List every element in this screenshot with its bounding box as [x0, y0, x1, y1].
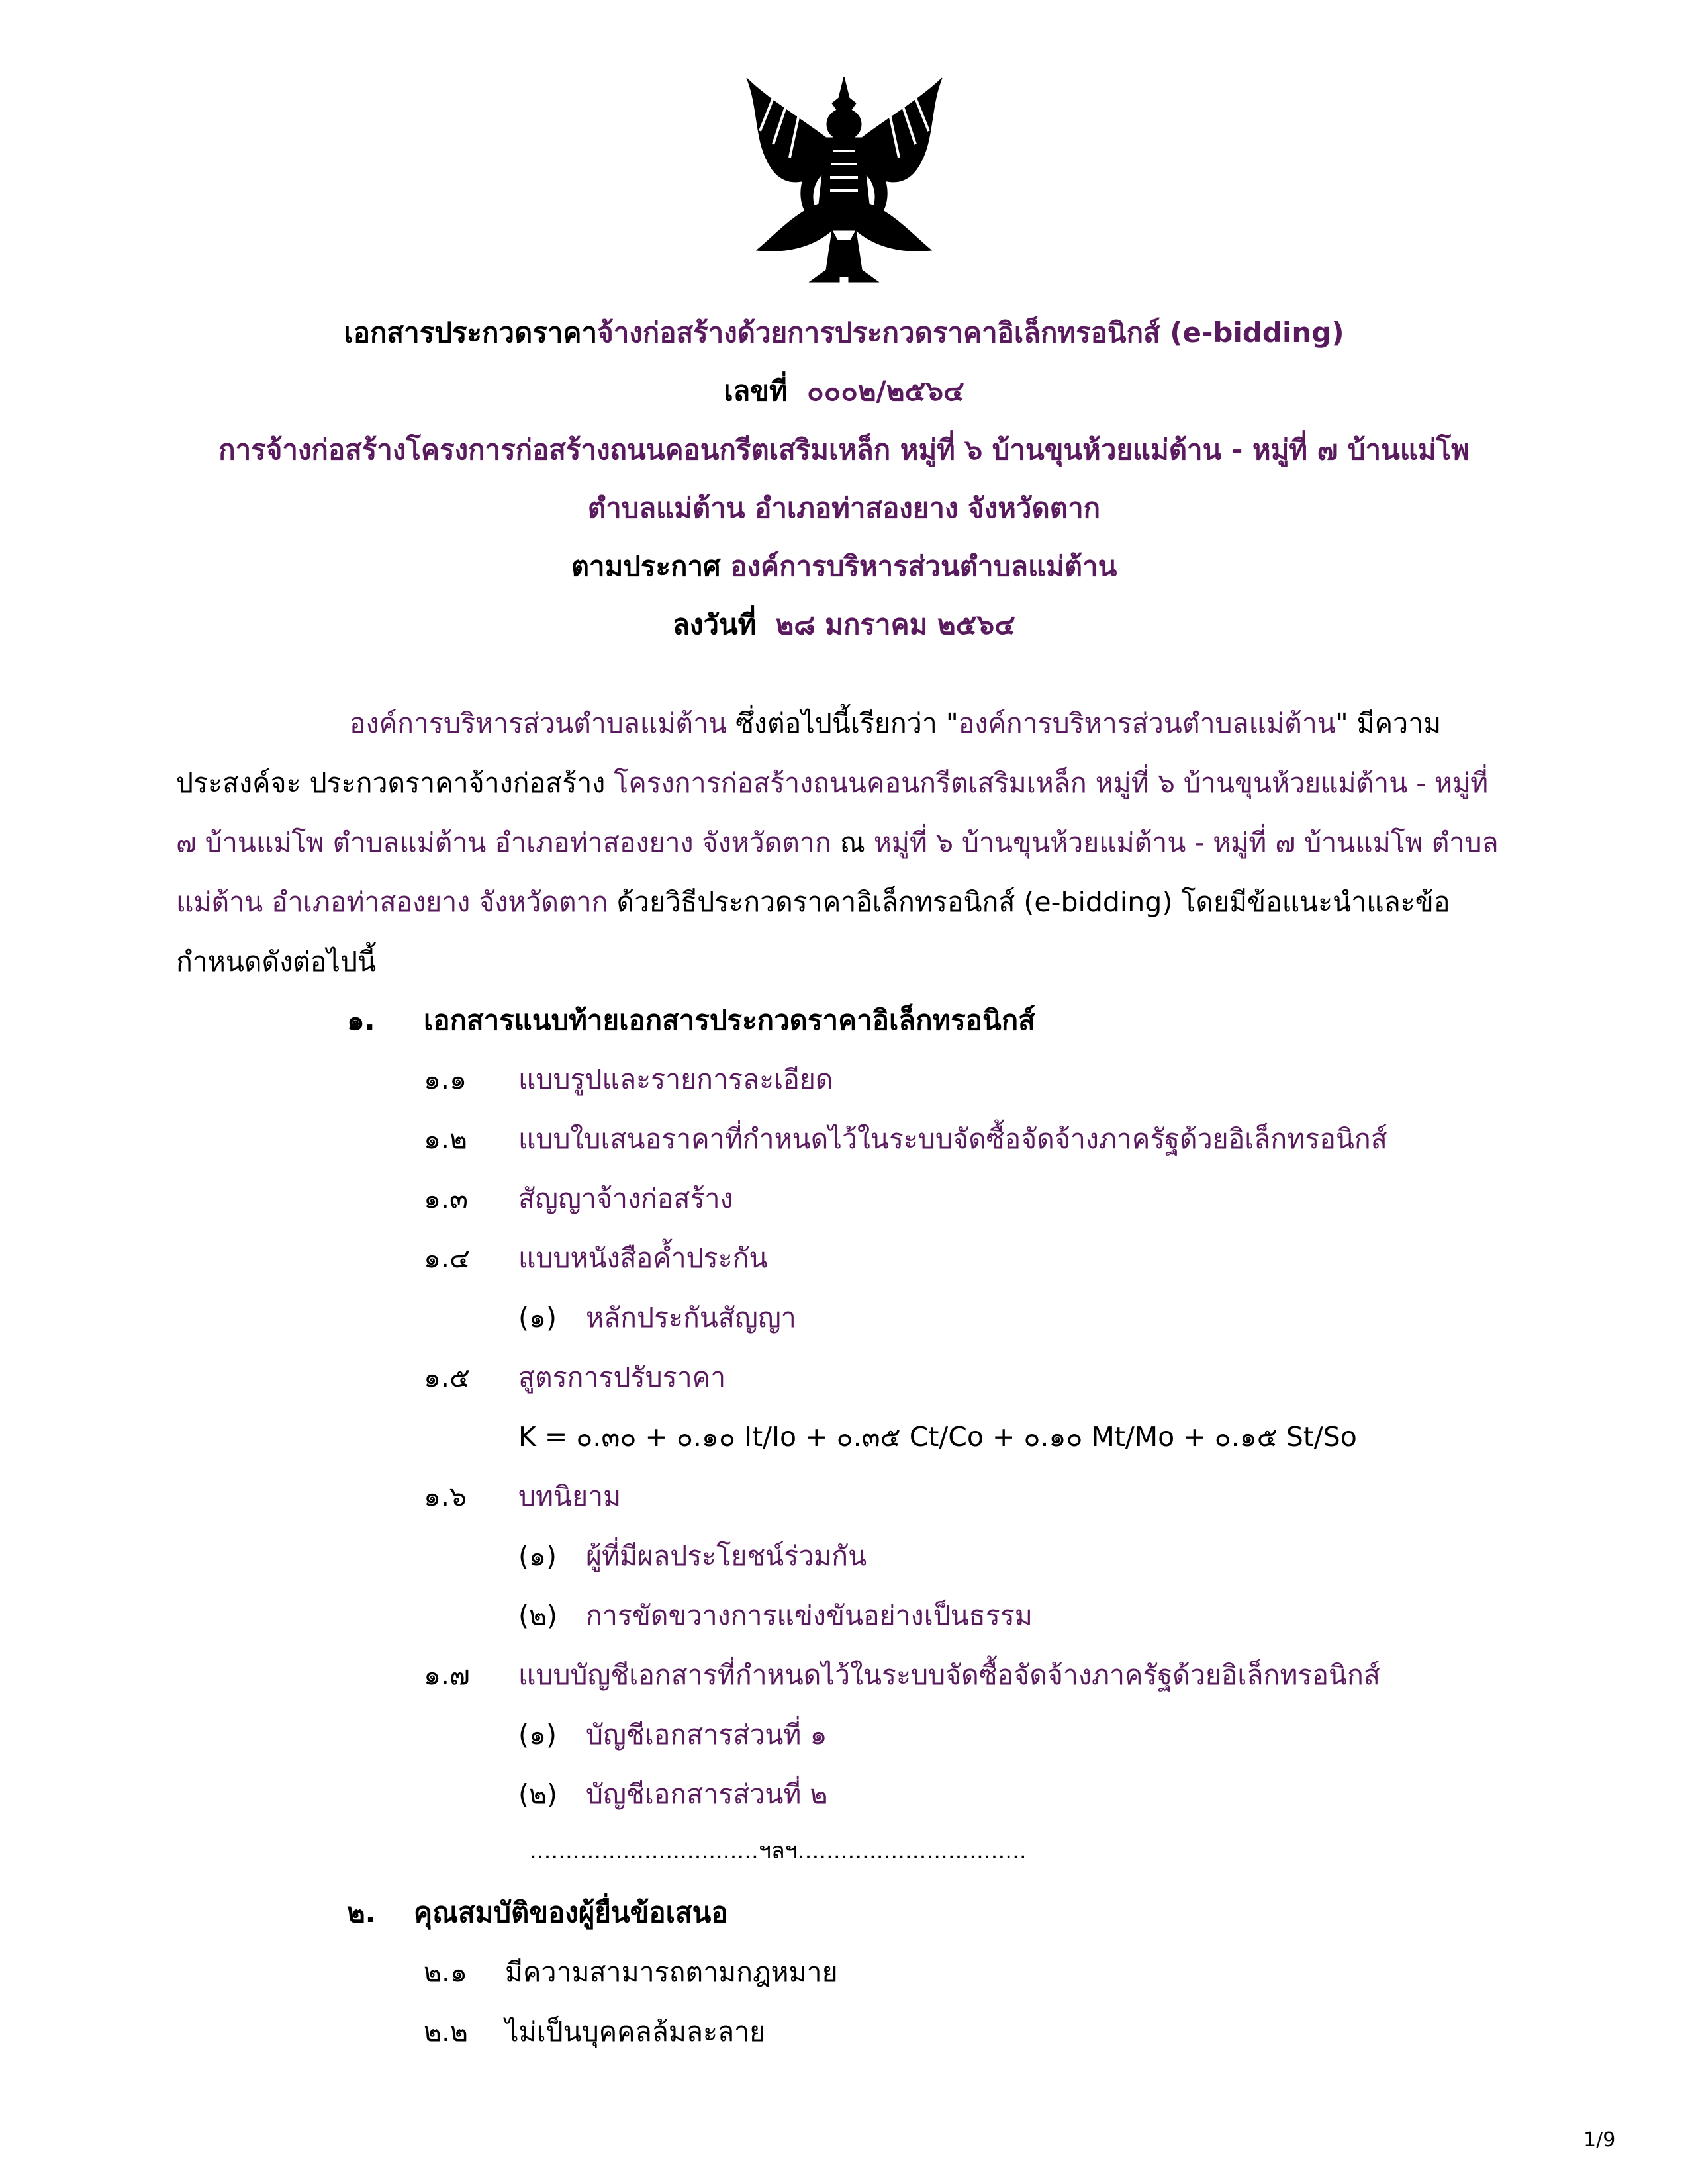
item-1-4-1-number: (๑): [518, 1302, 557, 1334]
item-1-7-number: ๑.๗: [424, 1659, 470, 1691]
item-1-7-text: แบบบัญชีเอกสารที่กำหนดไว้ในระบบจัดซื้อจัดจ้างภาครัฐด้วยอิเล็กทรอนิกส์: [518, 1659, 1380, 1691]
doc-number-line: [0, 371, 1688, 411]
intro-project-cont: ๗ บ้านแม่โพ ตำบลแม่ต้าน อำเภอท่าสองยาง จังหวัดตาก: [176, 827, 831, 858]
intro-text: ประสงค์จะ ประกวดราคาจ้างก่อสร้าง: [176, 767, 614, 799]
announcement-date: ๒๘ มกราคม ๒๕๖๔: [775, 608, 1015, 641]
intro-text: ณ: [831, 827, 874, 858]
intro-project: โครงการก่อสร้างถนนคอนกรีตเสริมเหล็ก หมู่ที่ ๖ บ้านขุนห้วยแม่ต้าน - หมู่ที่: [614, 767, 1489, 799]
item-1-3-number: ๑.๓: [424, 1183, 469, 1214]
title-contract-type: จ้างก่อสร้าง: [597, 316, 737, 349]
intro-agency: องค์การบริหารส่วนตำบลแม่ต้าน: [350, 707, 727, 739]
intro-line-5: กำหนดดังต่อไปนี้: [176, 946, 377, 978]
item-1-6-2-number: (๒): [518, 1600, 558, 1631]
item-1-5-number: ๑.๕: [424, 1361, 471, 1393]
intro-location: หมู่ที่ ๖ บ้านขุนห้วยแม่ต้าน - หมู่ที่ ๗ บ้านแม่โพ ตำบล: [873, 827, 1499, 858]
page-number: 1/9: [1583, 2128, 1616, 2152]
announcing-agency: องค์การบริหารส่วนตำบลแม่ต้าน: [730, 550, 1117, 582]
intro-line-3: [176, 823, 1499, 862]
item-1-4-text: แบบหนังสือค้ำประกัน: [518, 1242, 768, 1274]
section-2-title: คุณสมบัติของผู้ยื่นข้อเสนอ: [414, 1896, 728, 1929]
item-1-4-number: ๑.๔: [424, 1242, 471, 1274]
intro-line-1: [350, 704, 1441, 743]
item-1-6-text: บทนิยาม: [518, 1480, 622, 1512]
item-2-2-number: ๒.๒: [424, 2016, 469, 2048]
announcement-line: [0, 547, 1688, 586]
item-1-6-2-text: การขัดขวางการแข่งขันอย่างเป็นธรรม: [586, 1600, 1033, 1631]
doc-number: ๐๐๐๒/๒๕๖๔: [806, 375, 964, 407]
date-label: ลงวันที่: [673, 608, 757, 641]
item-1-7-1-number: (๑): [518, 1719, 557, 1751]
section-1-title: เอกสารแนบท้ายเอกสารประกวดราคาอิเล็กทรอนิกส์: [424, 1004, 1035, 1036]
price-adjust-formula: K = ๐.๓๐ + ๐.๑๐ It/Io + ๐.๓๕ Ct/Co + ๐.๑๐ Mt/Mo + ๐.๑๕ St/So: [518, 1421, 1357, 1453]
item-1-5-text: สูตรการปรับราคา: [518, 1361, 726, 1393]
project-title-line-1: การจ้างก่อสร้างโครงการก่อสร้างถนนคอนกรีตเสริมเหล็ก หมู่ที่ ๖ บ้านขุนห้วยแม่ต้าน - หมู่ที่ ๗ บ้านแม่โพ: [218, 433, 1470, 466]
intro-line-2: [176, 763, 1488, 803]
item-1-3-text: สัญญาจ้างก่อสร้าง: [518, 1183, 733, 1214]
item-2-2-text: ไม่เป็นบุคคลล้มละลาย: [505, 2016, 766, 2048]
project-title-line-2: ตำบลแม่ต้าน อำเภอท่าสองยาง จังหวัดตาก: [587, 492, 1101, 524]
title-method: ด้วยการประกวดราคาอิเล็กทรอนิกส์ (e-bidding): [737, 316, 1344, 349]
doc-number-label: เลขที่: [724, 375, 788, 407]
item-1-6-1-text: ผู้ที่มีผลประโยชน์ร่วมกัน: [586, 1540, 867, 1572]
item-1-4-1-text: หลักประกันสัญญา: [586, 1302, 796, 1334]
item-1-7-1-text: บัญชีเอกสารส่วนที่ ๑: [586, 1719, 827, 1751]
item-1-7-2-text: บัญชีเอกสารส่วนที่ ๒: [586, 1778, 828, 1810]
date-line: [0, 605, 1688, 645]
intro-location-cont: แม่ต้าน อำเภอท่าสองยาง จังหวัดตาก: [176, 886, 608, 918]
item-1-2-number: ๑.๒: [424, 1123, 468, 1155]
item-1-1-text: แบบรูปและรายการละเอียด: [518, 1064, 833, 1095]
intro-agency-alias: องค์การบริหารส่วนตำบลแม่ต้าน: [958, 707, 1336, 739]
intro-text: ด้วยวิธีประกวดราคาอิเล็กทรอนิกส์ (e-bidding) โดยมีข้อแนะนำและข้อ: [608, 886, 1450, 918]
item-1-7-2-number: (๒): [518, 1778, 558, 1810]
section-1-number: ๑.: [347, 1004, 375, 1036]
item-1-1-number: ๑.๑: [424, 1064, 467, 1095]
item-1-6-number: ๑.๖: [424, 1480, 467, 1512]
item-1-2-text: แบบใบเสนอราคาที่กำหนดไว้ในระบบจัดซื้อจัดจ้างภาครัฐด้วยอิเล็กทรอนิกส์: [518, 1123, 1387, 1155]
intro-text: ซึ่งต่อไปนี้เรียกว่า ": [727, 707, 959, 739]
title-prefix: เอกสารประกวดราคา: [344, 316, 598, 349]
intro-line-4: [176, 882, 1450, 922]
item-2-1-text: มีความสามารถตามกฎหมาย: [505, 1956, 838, 1988]
intro-text: " มีความ: [1335, 707, 1442, 739]
section-2-number: ๒.: [347, 1896, 376, 1929]
item-1-6-1-number: (๑): [518, 1540, 557, 1572]
doc-title-line-1: [0, 313, 1688, 353]
announcement-label: ตามประกาศ: [571, 550, 721, 582]
etc-separator: ................................ฯลฯ................................: [530, 1838, 1027, 1864]
item-2-1-number: ๒.๑: [424, 1956, 468, 1988]
garuda-emblem: [733, 71, 955, 290]
